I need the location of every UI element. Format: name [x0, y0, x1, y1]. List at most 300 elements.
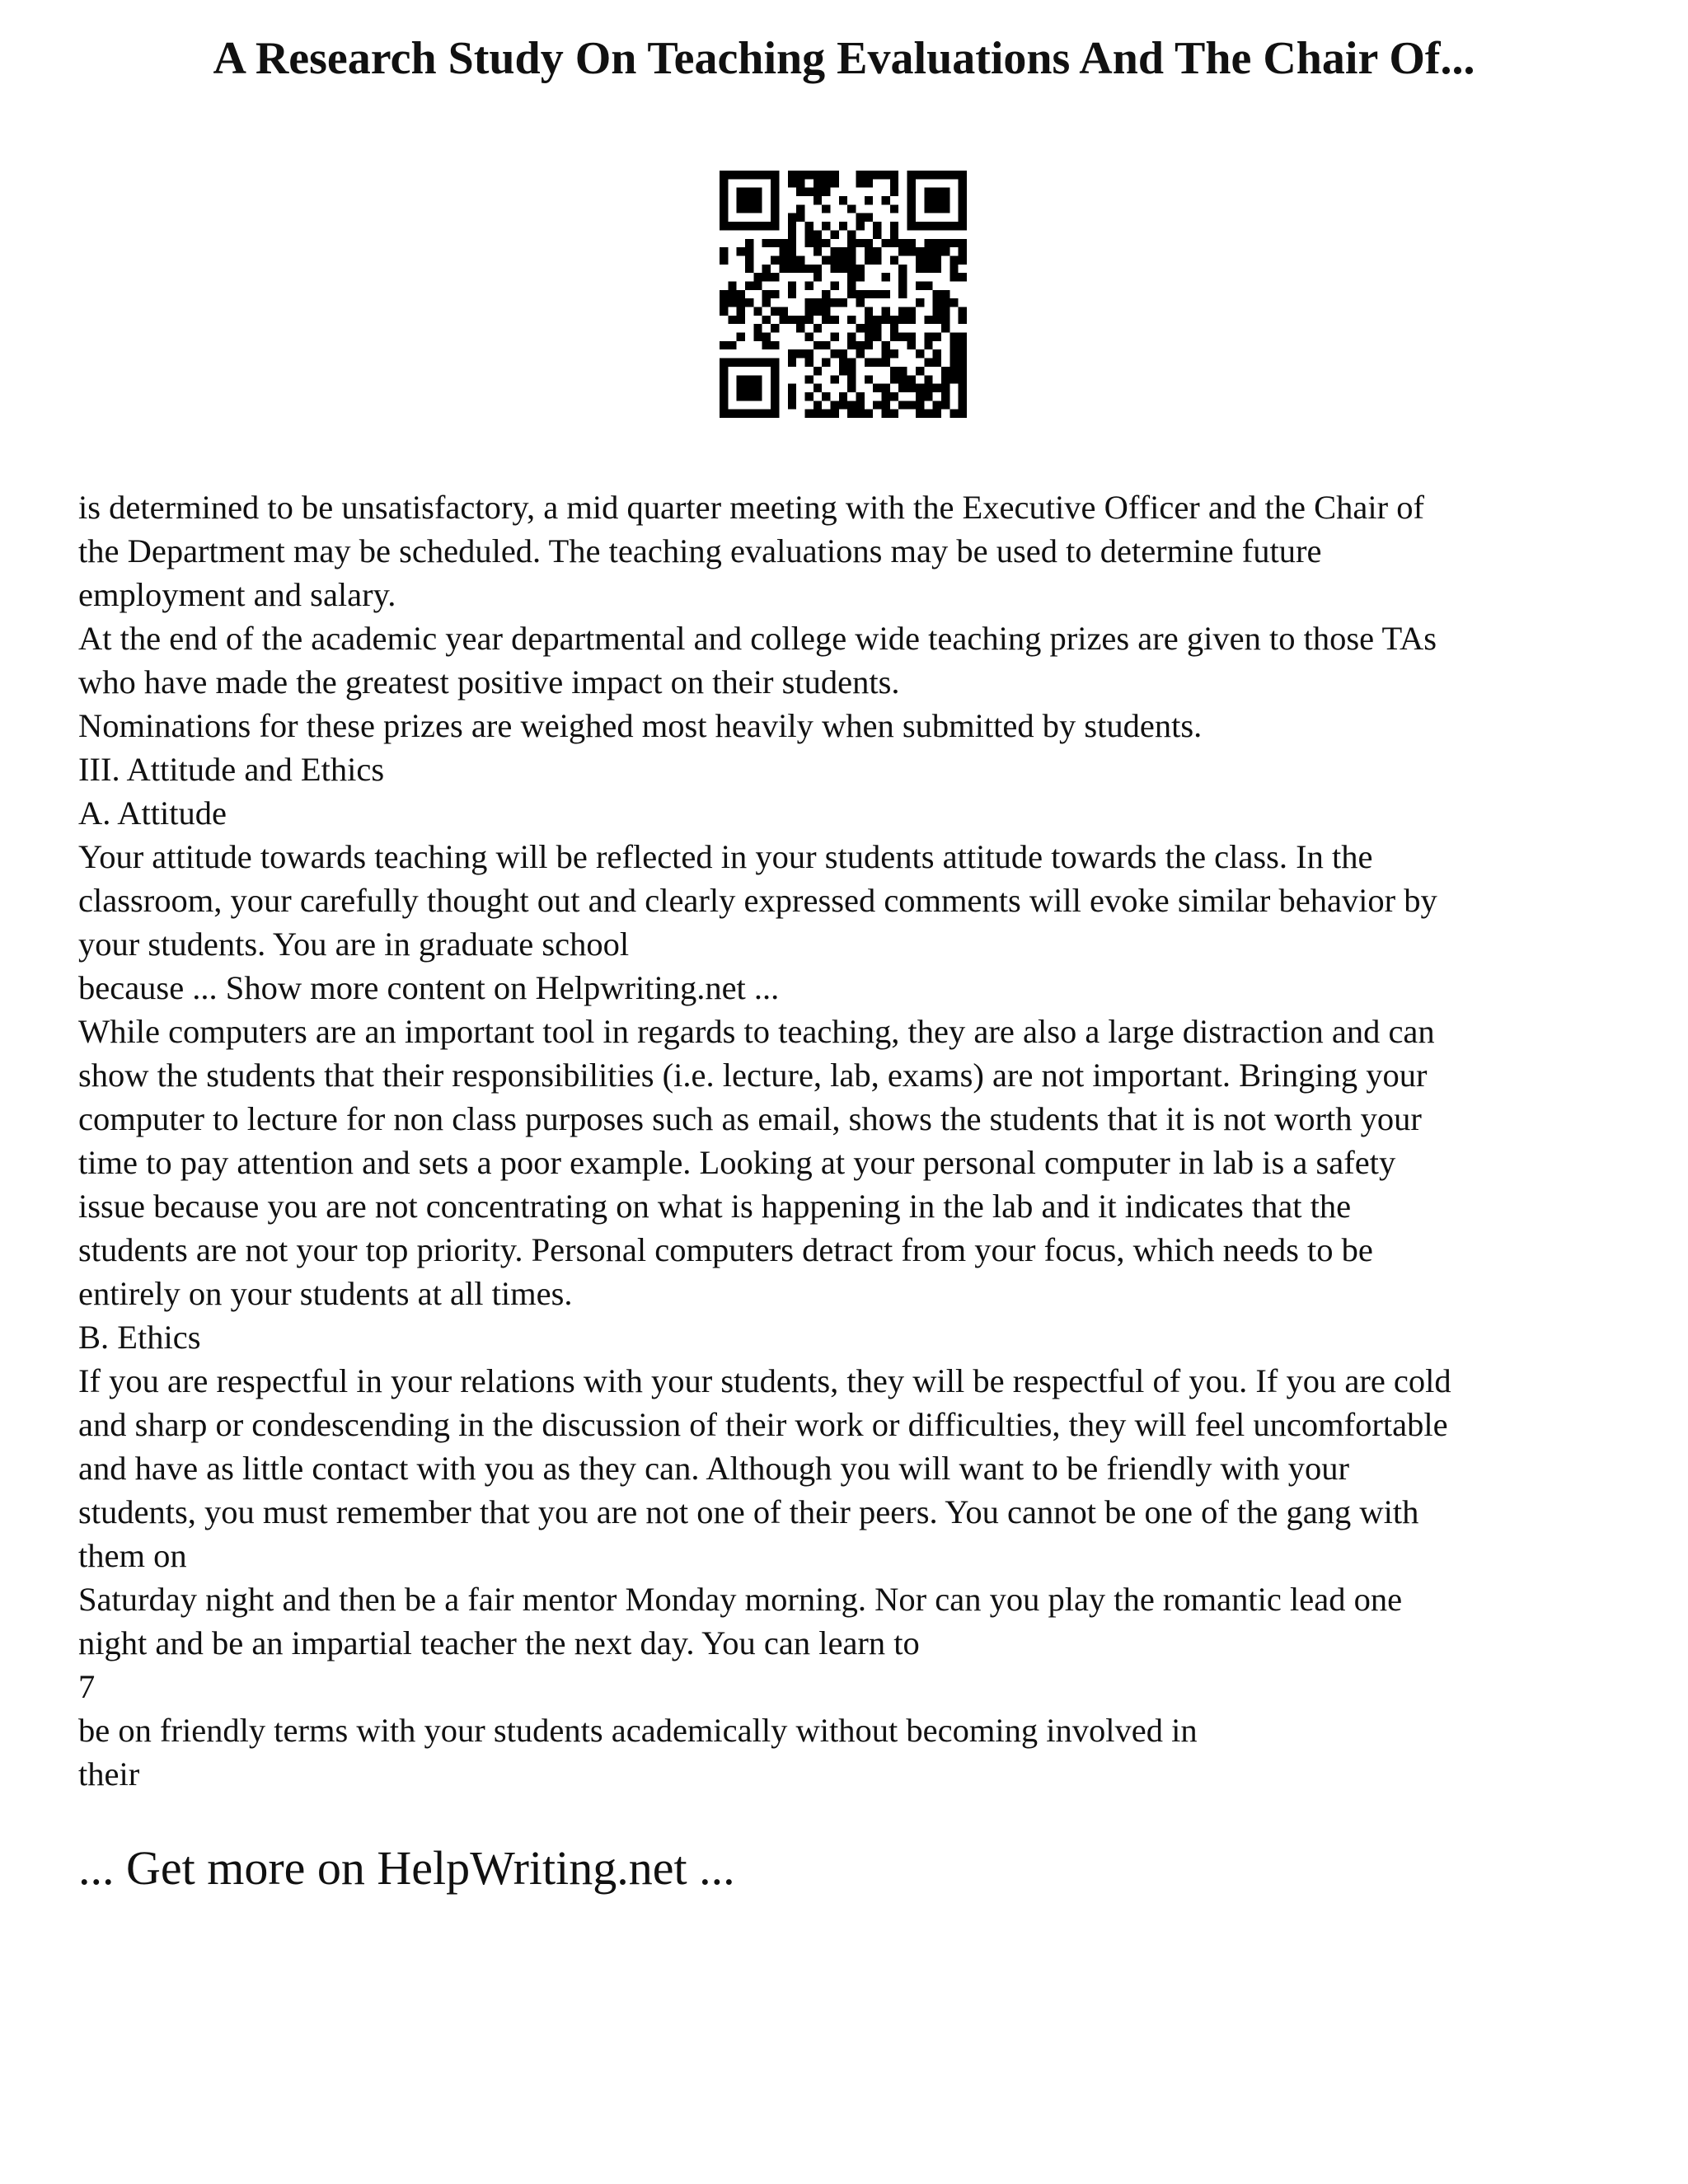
qr-module [745, 410, 753, 418]
qr-module [865, 290, 873, 298]
qr-module [720, 375, 728, 383]
qr-module [898, 273, 907, 281]
qr-module [882, 359, 890, 367]
qr-module [788, 255, 796, 264]
qr-module [796, 179, 804, 187]
qr-module [856, 273, 865, 281]
qr-module [924, 255, 932, 264]
qr-module [959, 255, 967, 264]
body-line: Saturday night and then be a fair mentor Monday morning. Nor can you play the romantic lead one [78, 1581, 1403, 1618]
qr-module [762, 222, 771, 230]
qr-module [771, 392, 779, 401]
qr-module [771, 359, 779, 367]
qr-module [873, 171, 881, 179]
qr-module [753, 392, 762, 401]
qr-module [728, 290, 736, 298]
qr-module [788, 247, 796, 255]
qr-module [865, 359, 873, 367]
qr-module [959, 410, 967, 418]
qr-module [737, 316, 745, 324]
qr-module [924, 384, 932, 392]
qr-module [720, 307, 728, 316]
qr-module [865, 375, 873, 383]
qr-module [959, 375, 967, 383]
qr-module [720, 222, 728, 230]
qr-module [771, 171, 779, 179]
qr-module [804, 188, 813, 196]
qr-module [822, 188, 830, 196]
qr-module [753, 324, 762, 332]
qr-module [822, 179, 830, 187]
qr-module [856, 401, 865, 409]
qr-module [856, 341, 865, 349]
qr-module [771, 290, 779, 298]
qr-module [941, 171, 950, 179]
qr-module [796, 171, 804, 179]
qr-module [737, 359, 745, 367]
qr-module [847, 375, 856, 383]
qr-module [737, 290, 745, 298]
qr-module [796, 204, 804, 213]
subsection-heading: B. Ethics [78, 1319, 201, 1356]
qr-module [788, 384, 796, 392]
qr-module [907, 213, 916, 222]
qr-module [882, 392, 890, 401]
qr-module [762, 333, 771, 341]
qr-module [762, 341, 771, 349]
qr-module [873, 255, 881, 264]
qr-module [856, 392, 865, 401]
qr-module [950, 239, 958, 247]
qr-module [924, 333, 932, 341]
qr-module [865, 316, 873, 324]
qr-module [856, 298, 865, 307]
qr-module [753, 222, 762, 230]
qr-module [924, 171, 932, 179]
qr-module [959, 204, 967, 213]
qr-module [890, 375, 898, 383]
qr-module [933, 316, 941, 324]
qr-module [916, 392, 924, 401]
qr-module [924, 316, 932, 324]
qr-module [745, 247, 753, 255]
qr-module [762, 273, 771, 281]
qr-module [847, 204, 856, 213]
qr-module [898, 247, 907, 255]
page-title: A Research Study On Teaching Evaluations And The Chair Of... [213, 33, 1475, 84]
qr-module [907, 401, 916, 409]
qr-module [737, 392, 745, 401]
qr-module [933, 349, 941, 358]
qr-module [788, 281, 796, 289]
qr-module [924, 281, 932, 289]
qr-module [771, 307, 779, 316]
qr-module [796, 324, 804, 332]
qr-module [814, 341, 822, 349]
qr-module [873, 290, 881, 298]
qr-module [720, 290, 728, 298]
qr-module [728, 341, 736, 349]
qr-module [745, 298, 753, 307]
qr-module [941, 324, 950, 332]
qr-module [950, 349, 958, 358]
qr-module [788, 213, 796, 222]
qr-module [856, 324, 865, 332]
qr-module [933, 401, 941, 409]
qr-module [771, 410, 779, 418]
qr-module [941, 298, 950, 307]
qr-module [890, 316, 898, 324]
qr-module [890, 410, 898, 418]
qr-module [788, 179, 796, 187]
qr-module [959, 171, 967, 179]
body-line: them on [78, 1537, 187, 1574]
qr-module [865, 239, 873, 247]
qr-module [753, 359, 762, 367]
qr-module [745, 281, 753, 289]
qr-module [847, 273, 856, 281]
qr-module [865, 171, 873, 179]
qr-module [830, 230, 838, 238]
qr-module [796, 213, 804, 222]
qr-module [950, 255, 958, 264]
qr-module [950, 171, 958, 179]
qr-module [882, 290, 890, 298]
qr-module [830, 281, 838, 289]
qr-module [933, 333, 941, 341]
qr-module [728, 281, 736, 289]
qr-module [941, 392, 950, 401]
body-line: night and be an impartial teacher the next day. You can learn to [78, 1624, 920, 1661]
section-heading: III. Attitude and Ethics [78, 751, 385, 788]
qr-module [916, 222, 924, 230]
qr-module [788, 290, 796, 298]
qr-module [941, 239, 950, 247]
qr-module [847, 247, 856, 255]
qr-module [804, 171, 813, 179]
qr-module [753, 171, 762, 179]
qr-module [933, 171, 941, 179]
qr-module [882, 171, 890, 179]
qr-module [822, 316, 830, 324]
qr-module [788, 171, 796, 179]
qr-module [856, 222, 865, 230]
qr-module [762, 239, 771, 247]
qr-module [941, 188, 950, 196]
qr-module [907, 239, 916, 247]
qr-module [933, 384, 941, 392]
qr-module [720, 410, 728, 418]
qr-module [847, 341, 856, 349]
qr-module [873, 401, 881, 409]
qr-code-graphic [720, 171, 967, 418]
qr-module [847, 333, 856, 341]
body-line: employment and salary. [78, 576, 396, 613]
qr-module [720, 213, 728, 222]
qr-module [873, 230, 881, 238]
qr-module [924, 222, 932, 230]
qr-module [762, 298, 771, 307]
qr-module [771, 367, 779, 375]
get-more-link[interactable]: ... Get more on HelpWriting.net ... [78, 1841, 735, 1895]
qr-module [907, 341, 916, 349]
qr-module [898, 384, 907, 392]
qr-module [907, 171, 916, 179]
qr-module [771, 341, 779, 349]
qr-module [950, 333, 958, 341]
qr-module [804, 230, 813, 238]
qr-module [745, 392, 753, 401]
qr-module [916, 367, 924, 375]
qr-module [873, 324, 881, 332]
article-body [78, 485, 1644, 1796]
qr-module [959, 196, 967, 204]
qr-module [898, 265, 907, 273]
qr-module [865, 179, 873, 187]
qr-module [814, 298, 822, 307]
qr-module [771, 324, 779, 332]
qr-module [771, 255, 779, 264]
qr-module [898, 401, 907, 409]
qr-module [890, 349, 898, 358]
qr-module [924, 188, 932, 196]
qr-module [839, 401, 847, 409]
qr-module [882, 273, 890, 281]
qr-module [728, 171, 736, 179]
qr-module [814, 410, 822, 418]
qr-module [839, 359, 847, 367]
qr-module [890, 188, 898, 196]
qr-module [856, 410, 865, 418]
qr-module [898, 290, 907, 298]
qr-module [907, 333, 916, 341]
qr-module [830, 255, 838, 264]
qr-module [762, 171, 771, 179]
qr-module [720, 204, 728, 213]
qr-module [873, 247, 881, 255]
qr-module [856, 265, 865, 273]
qr-module [728, 298, 736, 307]
body-line: At the end of the academic year departmental and college wide teaching prizes are given to those TAs [78, 620, 1437, 657]
qr-module [941, 290, 950, 298]
qr-module [907, 247, 916, 255]
qr-module [796, 316, 804, 324]
qr-module [830, 410, 838, 418]
qr-module [933, 410, 941, 418]
body-line: Your attitude towards teaching will be reflected in your students attitude towards the class. In the [78, 838, 1373, 875]
qr-module [916, 171, 924, 179]
qr-module [950, 298, 958, 307]
qr-module [959, 359, 967, 367]
qr-module [865, 341, 873, 349]
qr-module [890, 222, 898, 230]
qr-module [822, 359, 830, 367]
qr-module [737, 196, 745, 204]
body-line: show the students that their responsibilities (i.e. lecture, lab, exams) are not important. Bringing your [78, 1057, 1428, 1094]
qr-module [933, 307, 941, 316]
qr-module [890, 230, 898, 238]
qr-module [916, 265, 924, 273]
qr-module [839, 349, 847, 358]
qr-module [788, 239, 796, 247]
qr-module [882, 384, 890, 392]
qr-module [804, 333, 813, 341]
qr-module [873, 333, 881, 341]
qr-module [890, 333, 898, 341]
qr-module [753, 204, 762, 213]
qr-module [890, 255, 898, 264]
qr-module [907, 316, 916, 324]
qr-module [924, 359, 932, 367]
qr-module [865, 196, 873, 204]
qr-module [959, 392, 967, 401]
body-line: is determined to be unsatisfactory, a mid quarter meeting with the Executive Officer and the Chair of [78, 489, 1424, 526]
qr-module [959, 222, 967, 230]
qr-module [865, 213, 873, 222]
qr-module [950, 359, 958, 367]
qr-module [804, 222, 813, 230]
qr-module [847, 384, 856, 392]
qr-module [950, 222, 958, 230]
qr-module [771, 273, 779, 281]
qr-module [728, 359, 736, 367]
qr-module [856, 171, 865, 179]
qr-module [737, 307, 745, 316]
qr-module [959, 307, 967, 316]
qr-module [959, 333, 967, 341]
qr-module [933, 290, 941, 298]
qr-module [950, 367, 958, 375]
qr-module [847, 281, 856, 289]
qr-module [753, 188, 762, 196]
qr-module [941, 316, 950, 324]
qr-module [941, 401, 950, 409]
qr-module [822, 255, 830, 264]
qr-module [804, 307, 813, 316]
qr-module [804, 298, 813, 307]
qr-module [745, 196, 753, 204]
qr-module [898, 239, 907, 247]
qr-module [737, 410, 745, 418]
page-number: 7 [78, 1668, 96, 1705]
qr-code-icon[interactable] [720, 171, 967, 418]
qr-module [924, 247, 932, 255]
body-line: issue because you are not concentrating on what is happening in the lab and it indicates that the [78, 1188, 1352, 1225]
qr-module [873, 316, 881, 324]
qr-module [720, 171, 728, 179]
qr-module [830, 171, 838, 179]
qr-module [941, 367, 950, 375]
qr-module [796, 188, 804, 196]
body-line: who have made the greatest positive impact on their students. [78, 663, 900, 701]
qr-module [762, 316, 771, 324]
qr-module [959, 247, 967, 255]
qr-module [950, 273, 958, 281]
qr-module [728, 410, 736, 418]
qr-module [788, 316, 796, 324]
qr-module [916, 247, 924, 255]
qr-module [804, 375, 813, 383]
body-line: time to pay attention and sets a poor example. Looking at your personal computer in lab is a safety [78, 1144, 1396, 1181]
body-line: While computers are an important tool in regards to teaching, they are also a large distraction and can [78, 1013, 1435, 1050]
qr-module [924, 375, 932, 383]
show-more-link[interactable]: because ... Show more content on Helpwriting.net ... [78, 969, 780, 1006]
qr-module [771, 213, 779, 222]
qr-module [753, 410, 762, 418]
qr-module [830, 265, 838, 273]
qr-module [847, 359, 856, 367]
qr-module [916, 401, 924, 409]
qr-module [941, 307, 950, 316]
qr-module [933, 298, 941, 307]
qr-module [959, 273, 967, 281]
body-line: and have as little contact with you as they can. Although you will want to be friendly with your [78, 1450, 1350, 1487]
qr-module [933, 204, 941, 213]
qr-module [737, 384, 745, 392]
qr-module [924, 196, 932, 204]
qr-module [924, 392, 932, 401]
qr-module [865, 333, 873, 341]
qr-module [933, 188, 941, 196]
qr-module [847, 410, 856, 418]
qr-module [788, 349, 796, 358]
qr-module [720, 196, 728, 204]
qr-module [796, 349, 804, 358]
qr-module [898, 333, 907, 341]
subsection-heading: A. Attitude [78, 794, 227, 832]
qr-module [822, 171, 830, 179]
qr-module [924, 204, 932, 213]
qr-module [882, 307, 890, 316]
body-line: the Department may be scheduled. The teaching evaluations may be used to determine future [78, 532, 1322, 569]
qr-module [856, 290, 865, 298]
qr-module [745, 204, 753, 213]
qr-module [788, 359, 796, 367]
qr-module [771, 188, 779, 196]
qr-module [856, 179, 865, 187]
qr-module [907, 188, 916, 196]
qr-module [745, 384, 753, 392]
qr-module [924, 265, 932, 273]
qr-module [830, 375, 838, 383]
qr-module [720, 367, 728, 375]
qr-module [822, 410, 830, 418]
qr-module [822, 290, 830, 298]
qr-module [822, 392, 830, 401]
qr-module [865, 324, 873, 332]
qr-module [865, 307, 873, 316]
qr-module [865, 410, 873, 418]
qr-module [907, 196, 916, 204]
qr-module [890, 239, 898, 247]
qr-module [788, 222, 796, 230]
qr-module [882, 239, 890, 247]
qr-module [830, 298, 838, 307]
qr-module [745, 222, 753, 230]
qr-module [720, 298, 728, 307]
qr-module [804, 316, 813, 324]
qr-module [771, 179, 779, 187]
qr-module [720, 401, 728, 409]
qr-module [898, 307, 907, 316]
qr-module [822, 204, 830, 213]
qr-module [796, 255, 804, 264]
qr-module [890, 171, 898, 179]
qr-module [959, 341, 967, 349]
qr-module [788, 392, 796, 401]
qr-module [916, 281, 924, 289]
qr-module [822, 222, 830, 230]
